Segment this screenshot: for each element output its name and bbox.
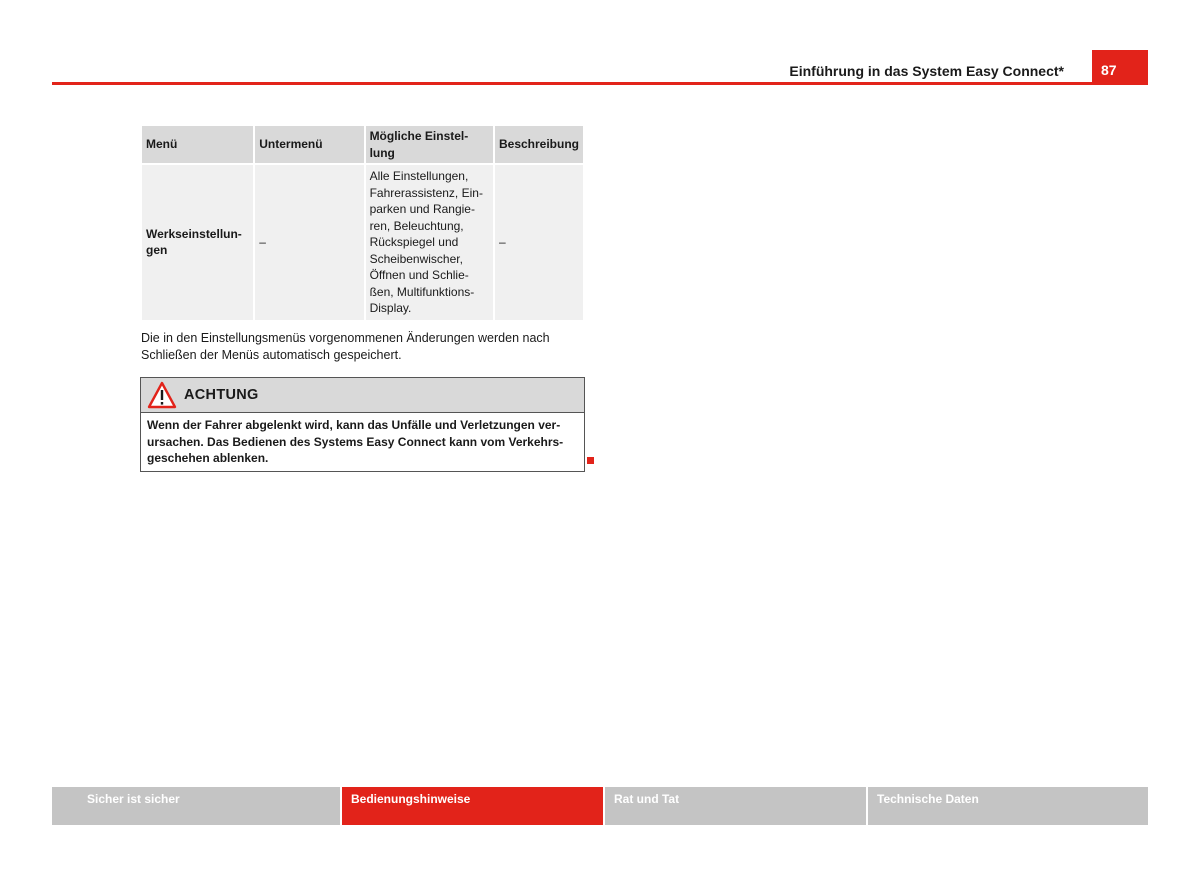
table-header-row xyxy=(142,126,583,163)
column-header-setting: Mögliche Einstel- lung xyxy=(366,126,493,163)
column-header-description: Beschreibung xyxy=(495,126,583,163)
warning-header xyxy=(141,378,584,413)
footer-tab-bedienungshinweise[interactable]: Bedienungshinweise xyxy=(342,787,603,825)
header-rule xyxy=(52,82,1148,85)
column-header-submenu: Untermenü xyxy=(255,126,363,163)
footer-tab-technische-daten[interactable]: Technische Daten xyxy=(868,787,1148,825)
cell-setting: Alle Einstellungen, Fahrerassistenz, Ein- parken und Rangie- ren, Beleuchtung, Rückspiegel und Scheibenwischer, Öffnen und Schlie- ßen, Multifunktions- Display. xyxy=(366,165,493,320)
settings-note: Die in den Einstellungsmenüs vorgenommenen Änderungen werden nach Schließen der Menüs automatisch gespeichert. xyxy=(141,331,550,362)
section-title: Einführung in das System Easy Connect* xyxy=(789,63,1064,79)
table-row xyxy=(142,165,583,320)
cell-submenu: – xyxy=(255,165,363,320)
footer-tab-rat-und-tat[interactable]: Rat und Tat xyxy=(605,787,866,825)
cell-menu: Werkseinstellun- gen xyxy=(142,165,253,320)
footer-navigation xyxy=(52,787,1148,825)
column-header-menu: Menü xyxy=(142,126,253,163)
cell-description: – xyxy=(495,165,583,320)
warning-text: Wenn der Fahrer abgelenkt wird, kann das Unfälle und Verletzungen ver- ursachen. Das Bedienen des Systems Easy Connect kann vom Verkehrs- geschehen ablenken. xyxy=(147,418,564,465)
warning-title: ACHTUNG xyxy=(184,387,259,403)
warning-triangle-icon xyxy=(147,381,177,409)
warning-box xyxy=(140,377,585,472)
section-end-marker xyxy=(587,457,594,464)
settings-table xyxy=(140,124,585,322)
page-number: 87 xyxy=(1092,50,1148,85)
footer-tab-sicher-ist-sicher[interactable]: Sicher ist sicher xyxy=(52,787,340,825)
